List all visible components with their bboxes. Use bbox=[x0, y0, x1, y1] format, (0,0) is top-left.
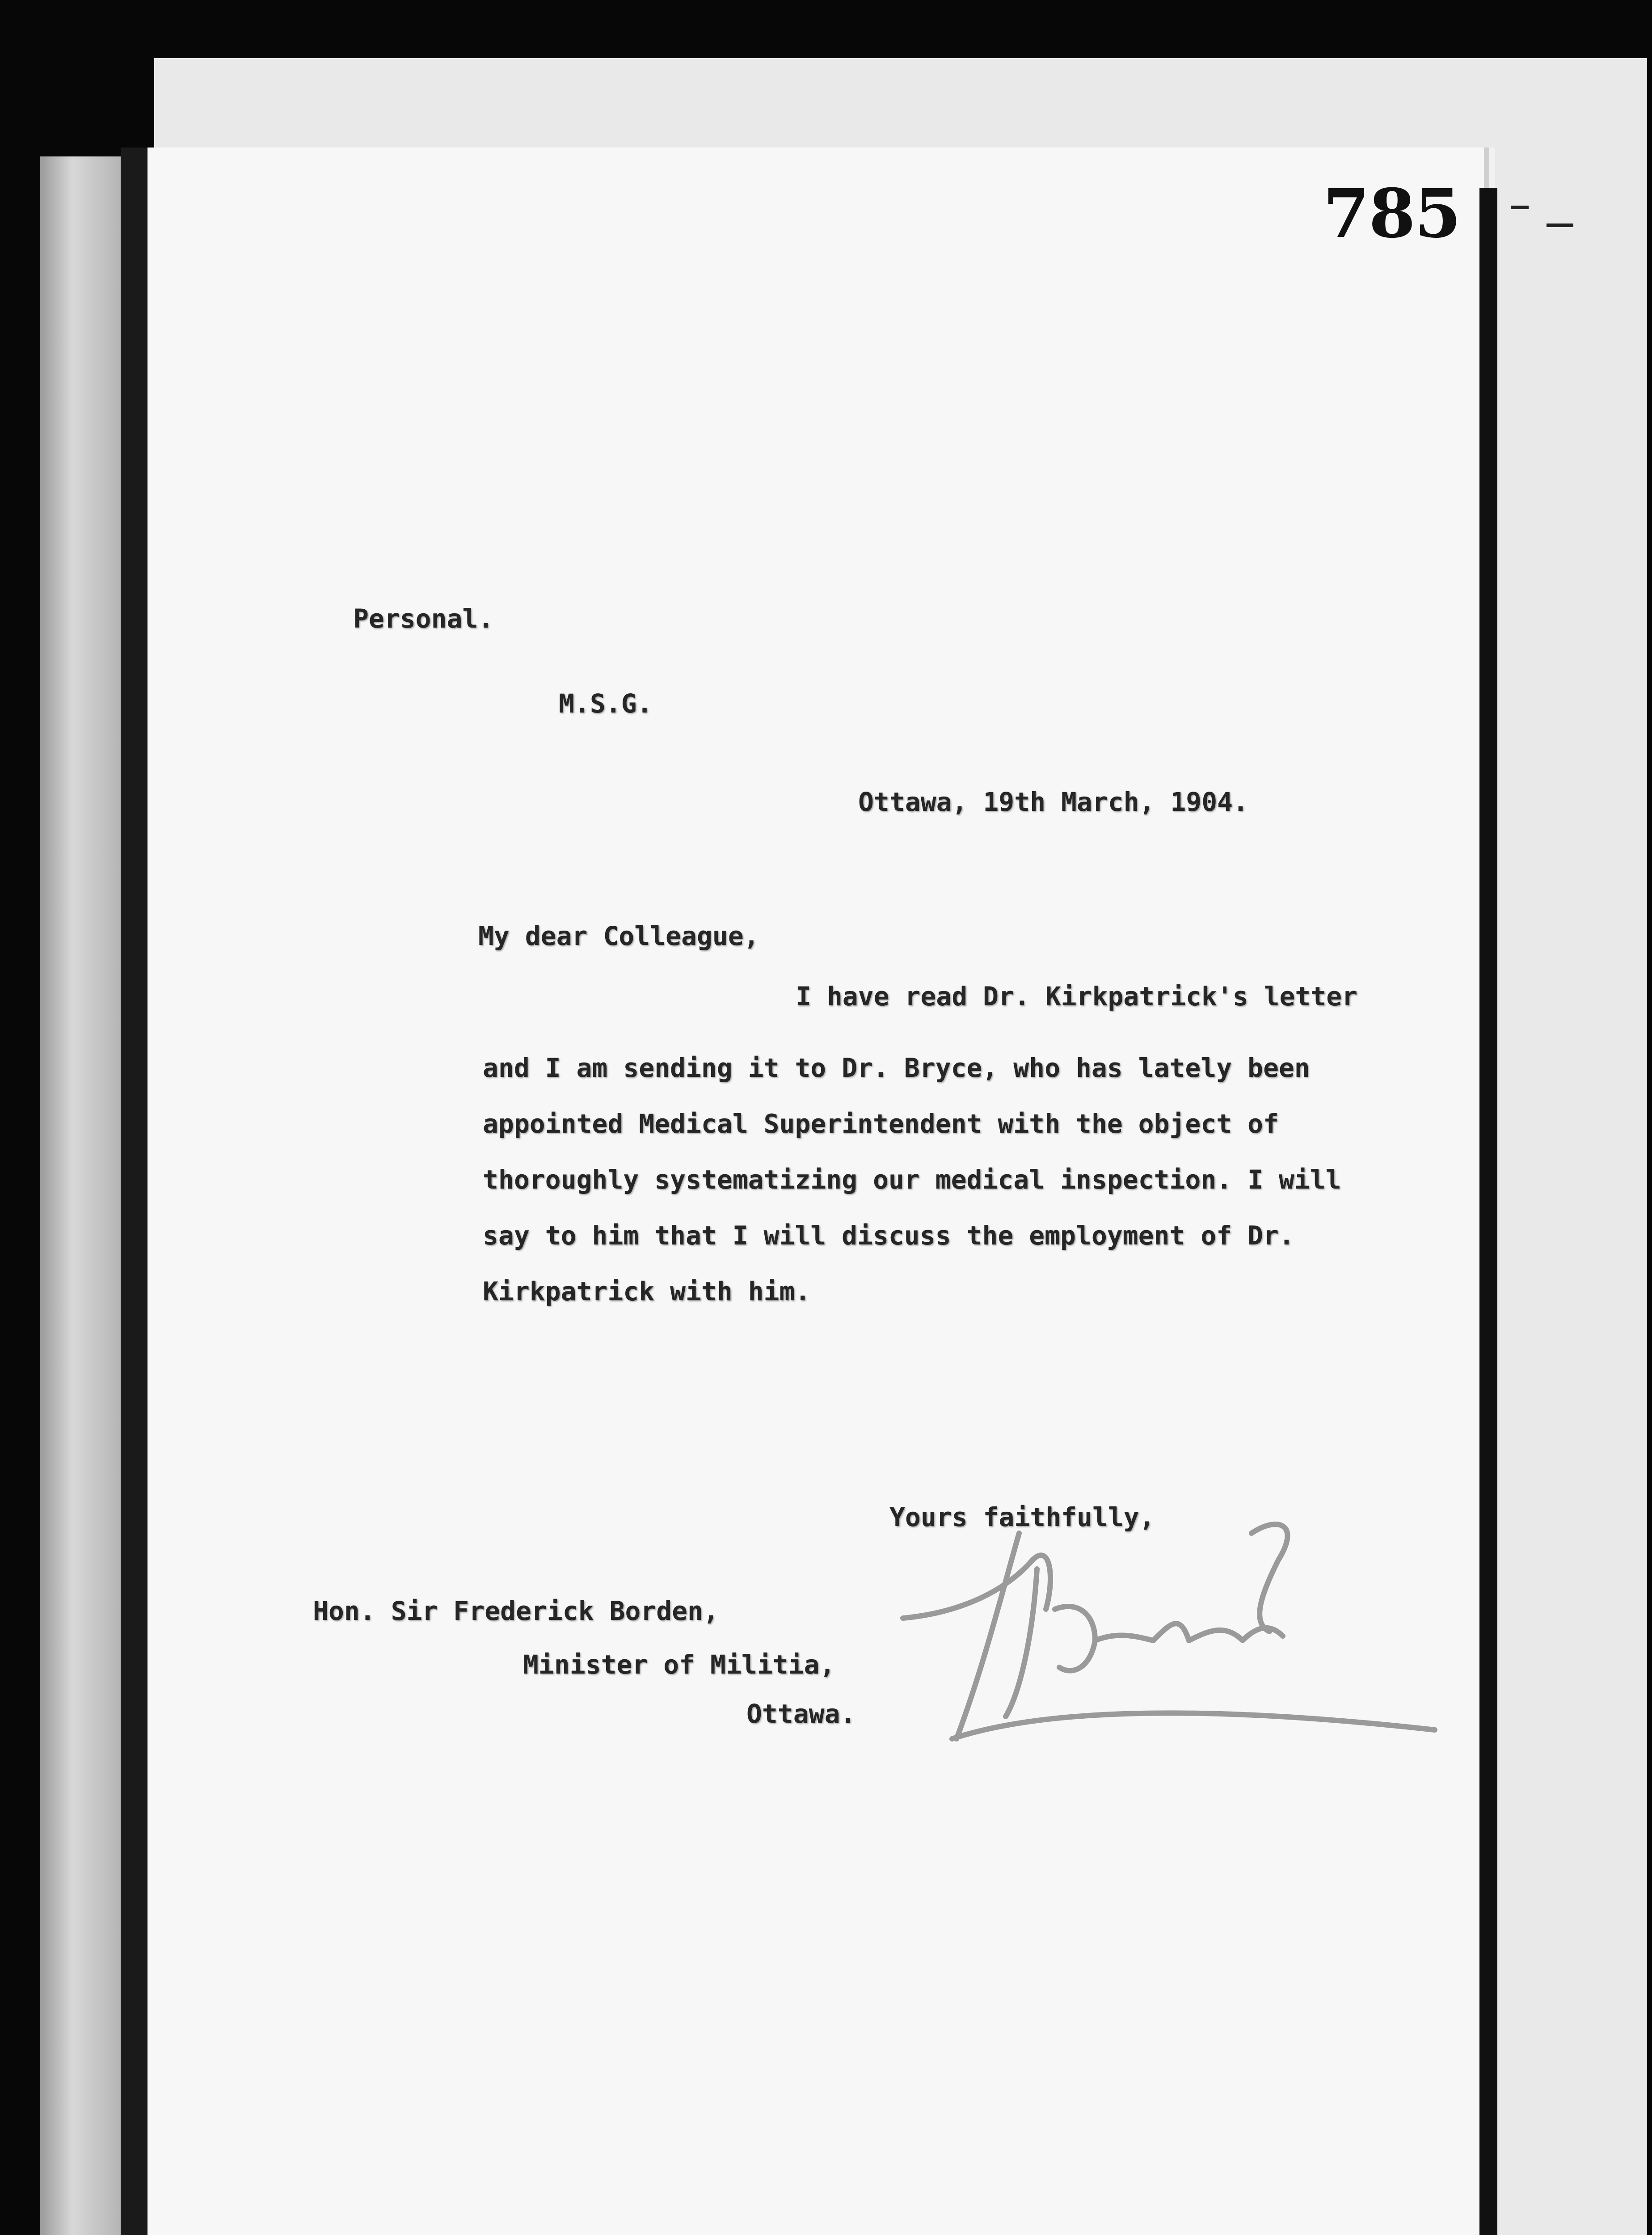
addressee-name: Hon. Sir Frederick Borden, bbox=[313, 1596, 719, 1626]
addressee-city: Ottawa. bbox=[746, 1699, 856, 1729]
sheet-edge-shadow bbox=[1479, 188, 1497, 2235]
handwritten-signature bbox=[885, 1506, 1444, 1819]
body-line: I have read Dr. Kirkpatrick's letter bbox=[796, 981, 1358, 1012]
body-line: thoroughly systematizing our medical inspection. I will bbox=[483, 1164, 1341, 1195]
film-leader-strip bbox=[40, 156, 121, 2235]
body-line: Kirkpatrick with him. bbox=[483, 1276, 811, 1307]
film-leader-edge bbox=[121, 148, 148, 2235]
body-line: and I am sending it to Dr. Bryce, who has lately been bbox=[483, 1053, 1310, 1083]
classification-label: Personal. bbox=[353, 603, 494, 634]
greeting: My dear Colleague, bbox=[478, 921, 759, 951]
page-number: 785 bbox=[1323, 174, 1461, 253]
addressee-title: Minister of Militia, bbox=[523, 1649, 835, 1680]
date-line: Ottawa, 19th March, 1904. bbox=[858, 787, 1248, 817]
body-line: say to him that I will discuss the employment of Dr. bbox=[483, 1220, 1294, 1251]
body-line: appointed Medical Superintendent with the object of bbox=[483, 1109, 1279, 1139]
margin-mark bbox=[1511, 206, 1529, 209]
closing: Yours faithfully, bbox=[889, 1502, 1155, 1532]
margin-mark bbox=[1547, 224, 1573, 227]
reference-initials: M.S.G. bbox=[559, 688, 653, 719]
